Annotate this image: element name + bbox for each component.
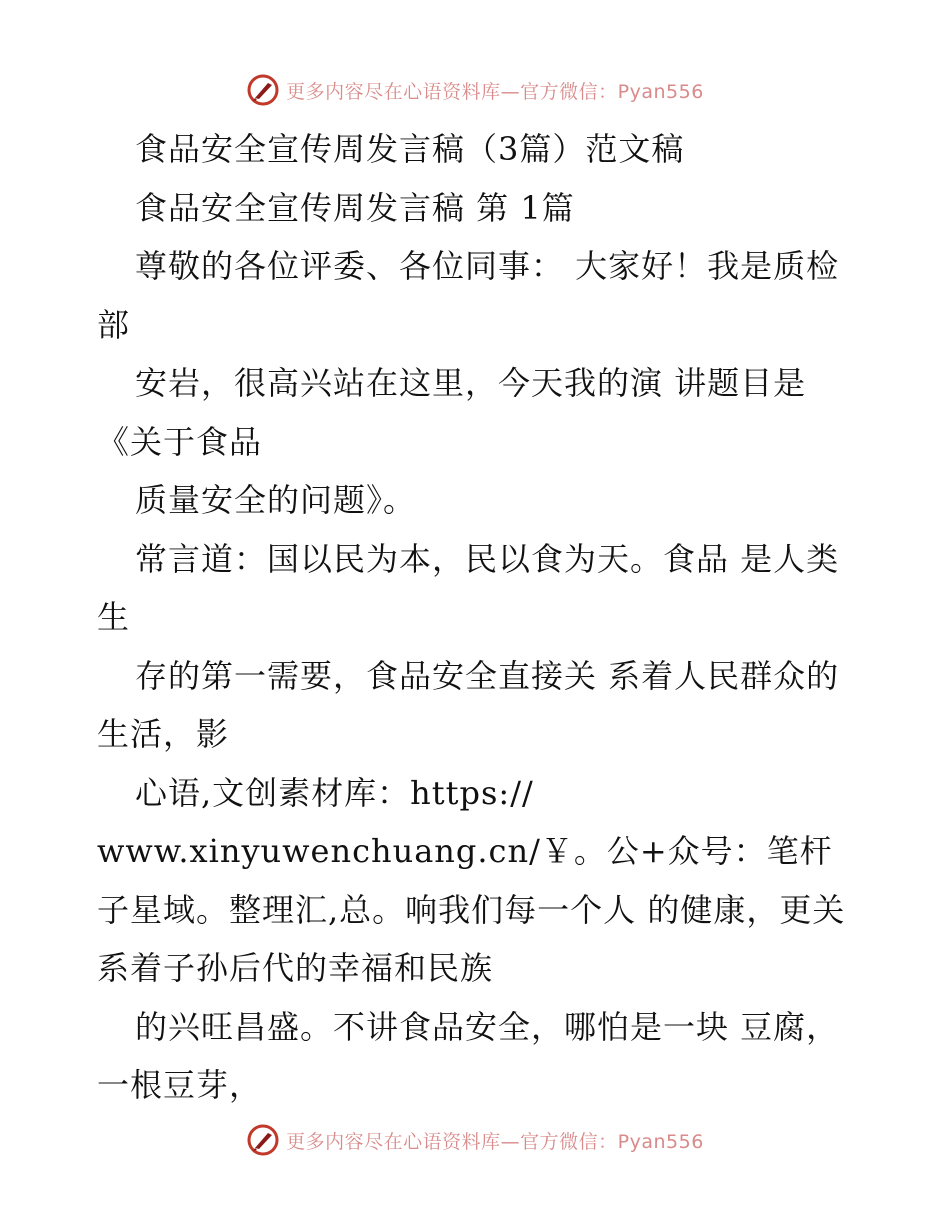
- banner-text: 更多内容尽在心语资料库—官方微信：Pyan556: [286, 1130, 704, 1153]
- header-banner: [0, 70, 950, 110]
- paragraph: 的兴旺昌盛。不讲食品安全，哪怕是一块 豆腐，一根豆芽，: [97, 1007, 840, 1104]
- quill-pen-logo-icon: [246, 1123, 280, 1157]
- footer-banner: [0, 1120, 950, 1160]
- doc-title: 食品安全宣传周发言稿（3篇）范文稿: [135, 130, 685, 168]
- paragraph: 尊敬的各位评委、各位同事： 大家好！我是质检部: [97, 247, 840, 344]
- paragraph: 存的第一需要，食品安全直接关 系着人民群众的生活，影: [97, 656, 840, 753]
- document-body: [97, 120, 857, 1115]
- section-heading: 食品安全宣传周发言稿 第 1篇: [135, 188, 575, 227]
- paragraph: 心语,文创素材库：https://: [135, 773, 534, 812]
- paragraph: 常言道：国以民为本，民以食为天。食品 是人类生: [97, 539, 840, 636]
- quill-pen-logo-icon: [246, 73, 280, 107]
- paragraph: www.xinyuwenchuang.cn/￥。公+众号：笔杆子星域。整理汇,总。响我们每一个人 的健康，更关系着子孙后代的幸福和民族: [97, 832, 846, 987]
- paragraph: 安岩，很高兴站在这里，今天我的演 讲题目是《关于食品: [97, 364, 807, 461]
- paragraph: 质量安全的问题》。: [135, 481, 417, 519]
- banner-text: 更多内容尽在心语资料库—官方微信：Pyan556: [286, 80, 704, 103]
